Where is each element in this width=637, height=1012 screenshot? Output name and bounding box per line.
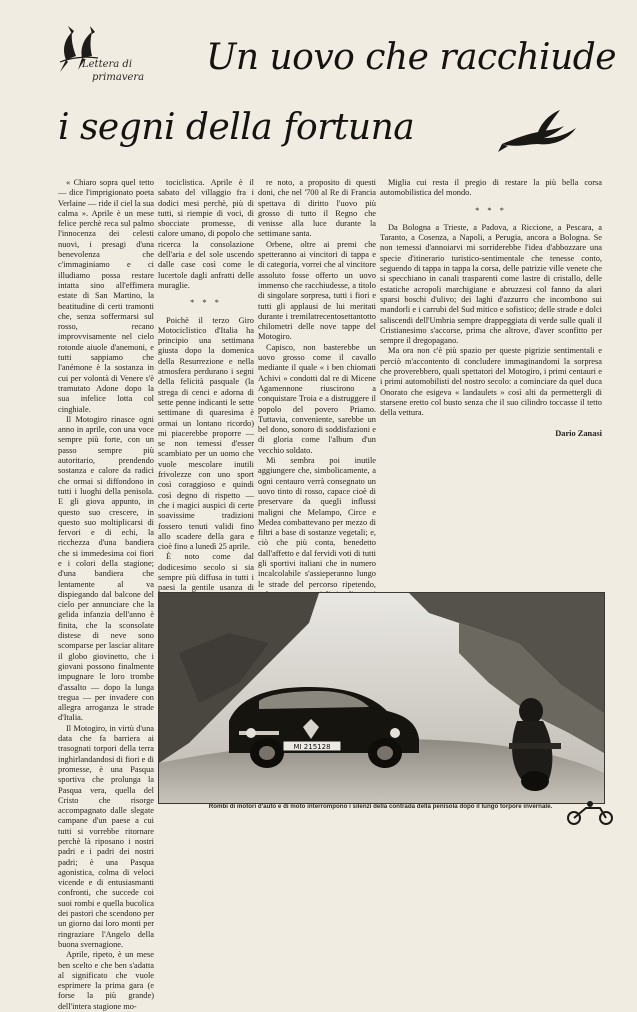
paragraph: È noto come dal dodicesimo secolo si sia sempre più diffusa in tutti i paesi la gentile usanza di xyxy=(158,552,254,593)
car-and-motorcycle-photo xyxy=(159,593,604,803)
paragraph: Aprile, ripeto, è un mese ben scelto e che ben s'adatta al significato che vuole esprimere la prima gara (e forse la più grande) dell'intera stagione mo- xyxy=(58,950,154,1011)
article-photo xyxy=(158,592,605,804)
article-column-4 xyxy=(380,178,602,590)
paragraph: Da Bologna a Trieste, a Padova, a Riccione, a Pescara, a Taranto, a Cosenza, a Napoli, a Perugia, ancora a Bologna. Se non temessi d'annoiarvi mi sorriderebbe l'idea d'abbozzare una specie d'itinerario turistico-sentimentale che tenesse conto, seguendo di tappa in tappa la corsa, delle patrizie ville venete che si specchiano in canali trasparenti come lastre di cristallo, delle estatiche acropoli marchigiane e abruzzesi col fanno da alari sparsi boschi d'ulivo; dei laghi d'azzurro che incombono sui mandorli e i carrubi del Sud mitico e sofistico; delle strade e dolci saliscendi dell'Umbria sempre drappeggiata di verde sulle quali il Cristianesimo s'accorse, prima che altrove, d'aver sconfitto per sempre il dregopagano. xyxy=(380,222,602,346)
section-separator: * * * xyxy=(190,298,222,308)
kicker-line-1: Lettera di xyxy=(82,59,133,70)
article-column-1 xyxy=(58,178,154,1011)
paragraph: re noto, a proposito di questi doni, che nel '700 al Re di Francia spettava di diritto l'uovo più grosso di tutto il Regno che venisse alla luce durante la settimane santa. xyxy=(258,178,376,239)
headline-line-1: Un uovo che racchiude xyxy=(206,37,617,78)
author-signature: Dario Zanasi xyxy=(555,428,602,438)
paragraph: Il Motogiro, in virtù d'una data che fa barriera ai trasognati torpori della terra inghirlandandosi di fiori e di promesse, è una Pasqua sportiva che prolunga la Pasqua vera, quella del Cristo che risorge accompagnato dalle slegate campane d'un paese a cui tutti si vorrebbe ritornare perchè là riposano i nostri padri e i padri dei nostri padri; è una Pasqua agonistica, colma di veloci vicende e di entusiasmanti confronti, che succede coi suoi rombi e quella bucolica dei pastori che scendono per un giorno dai loro monti per ringraziare l'Angelo della buona svernagione. xyxy=(58,723,154,949)
headline-line-2: i segni della fortuna xyxy=(58,107,415,148)
paragraph: Poichè il terzo Giro Motociclistico d'Italia ha principio una settimana giusta dopo la domenica della Resurrezione e nella atmosfera perdurano i segni della felicità pasquale (la strega di cenci e adorna di sette penne indicanti le sette settimane di quaresima è ormai un lontano ricordo) mi piacerebbe proporre — se non temessi d'esser scambiato per un uomo che vuole mescolare inutili frivolezze con uno sport così coraggioso e quindi così degno di rispetto — che i magici auspici di certe soavissime tradizioni fossero tenuti validi fino allo scadere della gara e cioè fino a lunedì 25 aprile. xyxy=(158,315,254,552)
paragraph: Ma ora non c'è più spazio per queste pigrizie sentimentali e perciò m'accontento di concludere immaginandomi la sorpresa che proverebbero, quali spettatori del Motogiro, i primi centauri e i primi automobilisti del nostro secolo: a cominciare da quel duca Onorato che esigeva « landaulets » così alti da permettergli di starsene eretto col busto senza che il suo cilindro toccasse il tetto della vettura. xyxy=(380,346,602,418)
paragraph: Il Motogiro rinasce ogni anno in aprile, con una voce sempre più forte, con un passo sempre più autoritario, prendendo sostanza e calore da radici che ormai si diffondono in tutti i luoghi della penisola. E gli giova appunto, in questo suo crescere, in questo suo moltiplicarsi di fervori e di echi, la ricchezza d'una bandiera che si immedesima coi fiori e i colori della stagione; d'una bandiera che lentamente al va dispiegando dal balcone del cielo per annunciare che la gelida infanzia dell'anno è finita, che la sconsolate distese di neve sono scomparse per lasciar alitare il globo giovinetto, che i giovani possono finalmente impugnare le loro trombe d'assalto — dopo la lunga tregua — per invadere con allegra arroganza le strade d'Italia. xyxy=(58,414,154,723)
paragraph: « Chiaro sopra quel tetto — dice l'imprigionato poeta Verlaine — ride il ciel la sua calma ». Aprile è un mese felice perchè reca sul palmo l'innocenza dei celesti nuovi, i presagi d'una benevolenza che c'immaginiamo e ci illudiamo possa restare intatta sino all'effimera estate di San Martino, la beatitudine di certi tramonti che, senza soffermarsi sul rosso, recano improvvisamente nel cielo rotonde aiuole d'anemoni, e tutti sappiamo che l'anémone è la sostanza in cui per volontà di Venere s'è tramutato Adone dopo la sua infelice lotta col cinghiale. xyxy=(58,178,154,414)
license-plate: MI 215128 xyxy=(293,743,331,751)
kicker-line-2: primavera xyxy=(92,72,145,83)
paragraph: Orbene, oltre ai premi che spetteranno ai vincitori di tappa e di categoria, vorrei che al vincitore assoluto fosse offerto un uovo immenso che racchiudesse, a titolo di singolare sorpresa, tutti i fiori e tutti gli applausi de lui meritati durante i tremilatrecentosettantotto chilometri delle nove tappe del Motogiro. xyxy=(258,239,376,342)
motorcycle-icon xyxy=(560,800,620,825)
section-kicker xyxy=(82,58,192,84)
swallow-icon xyxy=(498,108,580,156)
section-separator: * * * xyxy=(475,205,507,215)
photo-caption: Rombi di motori d'auto e di moto interrompono i silenzi della contrada della penisola dopo il lungo torpore invernale. xyxy=(208,803,553,810)
paragraph: Miglia cui resta il pregio di restare la più bella corsa automobilistica del mondo. xyxy=(380,178,602,198)
paragraph: Mi sembra poi inutile aggiungere che, simbolicamente, a ogni centauro verrà consegnato un uovo tinto di rosso, capace cioè di preservare da quegli influssi maligni che Melampo, Circe e Medea combattevano per mezzo di filtri a base di sostanze vegetali; e, ciò che più conta, benedetto dall'affetto e dal fervidi voti di tutti gli sportivi italiani che in numero incalcolabile s'assieperanno lungo le strade del percorso ripetendo, xyxy=(258,456,376,589)
paragraph: Capisco, non basterebbe un uovo grosso come il cavallo mediante il quale « i ben chiomati Achivi » condotti dal re di Micene Agamennone riuscirono a conquistare Troia e a distruggere il popolo del povero Priamo. Tuttavia, conveniente, sarebbe un bel dono, sonoro di soddisfazioni e di gloria come l'album d'un vecchio soldato. xyxy=(258,342,376,455)
paragraph: tociclistica. Aprile è il sabato del villaggio fra i dodici mesi perchè, più di tutti, si riempie di voci, di sbocciate promesse, di calore umano, di popolo che ricerca la consolazione dell'aria e del sole uscendo dalle case così come le lucertole dagli anfratti delle muraglie. xyxy=(158,178,254,290)
article-column-2 xyxy=(158,178,254,593)
article-column-3 xyxy=(258,178,376,590)
